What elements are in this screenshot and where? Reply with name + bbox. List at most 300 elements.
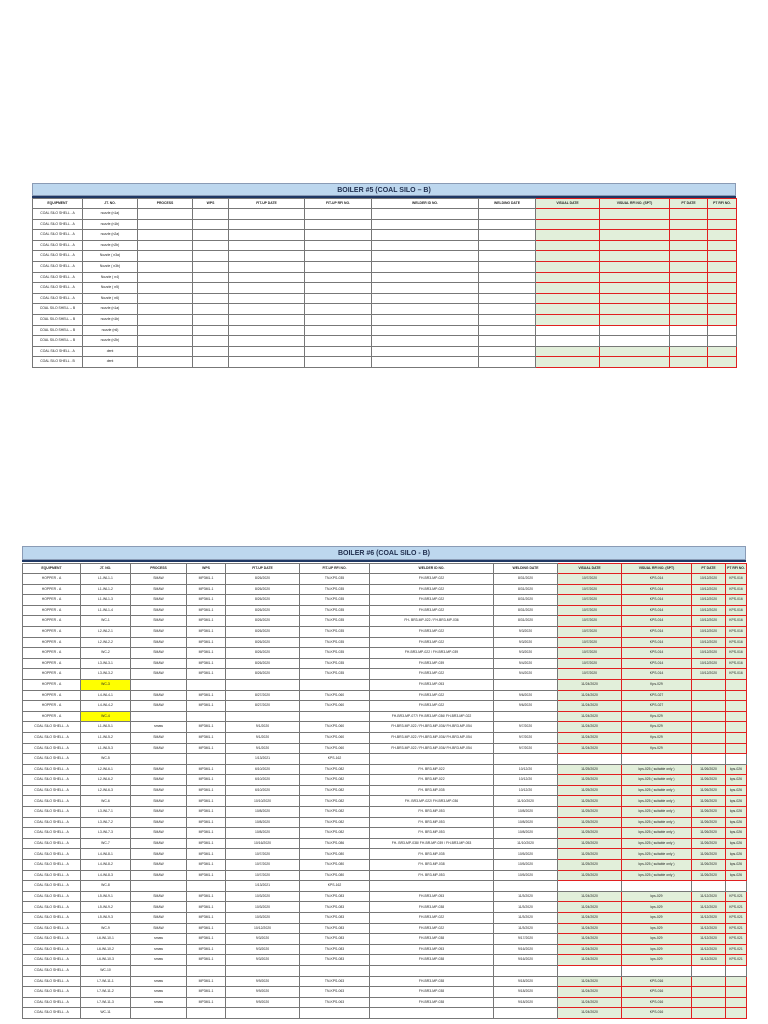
table-cell: L2-WL2-2 xyxy=(81,637,131,648)
table-cell: COAL SILO SHELL - A xyxy=(23,743,81,754)
table-cell: 10/12/2020 xyxy=(226,923,300,934)
table-cell: KPS-014 xyxy=(622,669,692,680)
table-cell: 6/10/2020 xyxy=(226,785,300,796)
table-cell xyxy=(372,357,479,368)
table-cell: 11/24/2020 xyxy=(558,743,622,754)
table-cell: MP3M1-1 xyxy=(187,838,226,849)
table-cell: TN-KPS-082 xyxy=(300,785,370,796)
table-cell xyxy=(536,283,600,294)
table-cell: kps-029 xyxy=(622,913,692,924)
table-cell: kps-026 xyxy=(726,860,747,871)
table-cell: kps-026 xyxy=(726,817,747,828)
table-cell xyxy=(600,209,670,220)
table-cell: smaw xyxy=(131,955,187,966)
table-cell: 10/12/2020 xyxy=(692,616,726,627)
table-cell xyxy=(558,965,622,976)
table-cell: TN-KPS-083 xyxy=(300,902,370,913)
table-cell xyxy=(536,209,600,220)
table-row xyxy=(23,828,747,839)
table-cell: KPS-021 xyxy=(726,955,747,966)
table-cell xyxy=(600,336,670,347)
table-cell xyxy=(193,357,229,368)
table-cell: L2-WL6-1 xyxy=(81,764,131,775)
table-cell: 10/8/2020 xyxy=(226,828,300,839)
table-cell: TN-KPS-035 xyxy=(300,595,370,606)
table-row xyxy=(23,881,747,892)
table-cell xyxy=(479,346,536,357)
table-cell xyxy=(138,304,193,315)
table-cell: nozzle (n1a) xyxy=(83,209,138,220)
table-row xyxy=(23,870,747,881)
table-cell: 11/25/2020 xyxy=(558,860,622,871)
table-cell xyxy=(536,293,600,304)
table-cell: L6-WL10-3 xyxy=(81,955,131,966)
table-cell: 8/31/2020 xyxy=(494,605,558,616)
table-cell xyxy=(494,1008,558,1019)
table-row xyxy=(23,584,747,595)
table-row xyxy=(23,796,747,807)
table-row xyxy=(23,902,747,913)
table-cell: 9/9/2020 xyxy=(226,976,300,987)
table-cell: 8/26/2020 xyxy=(226,637,300,648)
table-cell xyxy=(708,272,737,283)
table-cell xyxy=(479,336,536,347)
column-header: FIT-UP DATE xyxy=(229,199,305,209)
table-cell: KPS-016 xyxy=(726,648,747,659)
table-cell: COAL SILO SHELL - A xyxy=(23,923,81,934)
table-cell xyxy=(305,230,372,241)
table-cell xyxy=(372,230,479,241)
table-cell: SMAW xyxy=(131,605,187,616)
table-cell xyxy=(670,251,708,262)
table-cell xyxy=(692,881,726,892)
table-cell: KPS-016 xyxy=(726,595,747,606)
table-cell: FH-BR3-MP-053 xyxy=(370,944,494,955)
table-cell xyxy=(138,240,193,251)
table-cell: SMAW xyxy=(131,817,187,828)
table-cell: 11/24/2020 xyxy=(558,891,622,902)
table-cell: 10/5/2020 xyxy=(494,860,558,871)
table-cell: SMAW xyxy=(131,743,187,754)
table-cell: TN-KPS-082 xyxy=(300,764,370,775)
table-cell: 9/3/2020 xyxy=(226,955,300,966)
table-cell: COAL SILO SHELL - A xyxy=(23,902,81,913)
table-cell: MP3M1-1 xyxy=(187,934,226,945)
table-cell: COAL SILO SHELL - A xyxy=(23,891,81,902)
table-cell xyxy=(305,304,372,315)
table-cell xyxy=(479,325,536,336)
table-cell: nozzle (n2b) xyxy=(83,240,138,251)
table-cell: L1-WL1-4 xyxy=(81,605,131,616)
table-cell xyxy=(708,314,737,325)
table-cell xyxy=(670,314,708,325)
table-cell xyxy=(708,261,737,272)
table-cell: 11/12/2020 xyxy=(692,891,726,902)
table-cell: KPS-016 xyxy=(726,637,747,648)
column-header: VISUAL DATE xyxy=(536,199,600,209)
table-cell: 11/12/2020 xyxy=(692,913,726,924)
table-cell: 6/10/2020 xyxy=(226,764,300,775)
table-cell: kps-025 ( suitable only ) xyxy=(622,785,692,796)
table-cell: WC-9 xyxy=(81,923,131,934)
table-cell: 10/8/2020 xyxy=(494,807,558,818)
table-cell: TN-KPS-035 xyxy=(300,605,370,616)
table-cell: 11/26/2020 xyxy=(692,860,726,871)
table-cell: KPS-016 xyxy=(622,987,692,998)
table-row xyxy=(23,732,747,743)
table-cell: FH-BR3-MP-022 xyxy=(370,669,494,680)
table-cell xyxy=(370,754,494,765)
table-cell: 10/12/2020 xyxy=(692,669,726,680)
table-cell xyxy=(670,336,708,347)
table-cell: COAL SILO SHELL - A xyxy=(33,346,83,357)
table-cell xyxy=(692,754,726,765)
table-cell xyxy=(600,219,670,230)
table-cell: 11/24/2020 xyxy=(558,679,622,690)
table-cell: TN-KPS-086 xyxy=(300,838,370,849)
table-row xyxy=(33,314,737,325)
table-cell xyxy=(138,283,193,294)
table-cell xyxy=(229,272,305,283)
table-cell: TN-KPS-083 xyxy=(300,944,370,955)
boiler5-body xyxy=(33,209,737,368)
table-cell xyxy=(600,314,670,325)
table-row xyxy=(23,1008,747,1019)
table-cell xyxy=(372,336,479,347)
table-cell: KPS-014 xyxy=(622,648,692,659)
table-cell: 11/12/2020 xyxy=(692,944,726,955)
table-cell: SMAW xyxy=(131,775,187,786)
table-cell: nozzle (n1a) xyxy=(83,304,138,315)
column-header: WELDING DATE xyxy=(479,199,536,209)
table-cell: 10/7/2020 xyxy=(226,870,300,881)
table-cell: KPS-014 xyxy=(622,658,692,669)
table-cell: TN-KPS-083 xyxy=(300,891,370,902)
table-cell: 10/16/2020 xyxy=(226,838,300,849)
boiler6-header-rule xyxy=(22,560,746,562)
table-cell: 8/31/2020 xyxy=(494,584,558,595)
table-cell xyxy=(131,965,187,976)
boiler6-title-bar xyxy=(22,546,746,560)
table-cell: 11/24/2020 xyxy=(558,913,622,924)
table-cell xyxy=(558,754,622,765)
table-cell: 9/7/2020 xyxy=(494,722,558,733)
table-cell xyxy=(372,261,479,272)
table-cell xyxy=(692,679,726,690)
table-cell: 10/5/2020 xyxy=(494,870,558,881)
table-cell: L6-WL10-1 xyxy=(81,934,131,945)
table-cell: 10/12/2020 xyxy=(692,574,726,585)
table-row xyxy=(23,944,747,955)
table-cell: 10/12/2020 xyxy=(692,658,726,669)
table-cell xyxy=(692,711,726,722)
table-cell: WC-10 xyxy=(81,965,131,976)
table-cell: 11/25/2020 xyxy=(558,838,622,849)
table-cell: COAL SILO SHELL - A xyxy=(23,732,81,743)
table-cell: kps-025 ( suitable only ) xyxy=(622,775,692,786)
table-cell: L1-WL5-3 xyxy=(81,743,131,754)
table-cell xyxy=(670,283,708,294)
table-cell xyxy=(536,325,600,336)
table-cell: 11/25/2020 xyxy=(558,828,622,839)
table-cell xyxy=(372,314,479,325)
table-cell: COAL SILO SHELL - A xyxy=(33,240,83,251)
table-cell xyxy=(193,240,229,251)
table-cell: 8/26/2020 xyxy=(226,626,300,637)
table-row xyxy=(23,679,747,690)
table-cell: HOPPER - A xyxy=(23,584,81,595)
table-cell: HOPPER - A xyxy=(23,574,81,585)
table-cell xyxy=(536,240,600,251)
table-cell: SMAW xyxy=(131,796,187,807)
table-cell: 8/26/2020 xyxy=(226,616,300,627)
table-cell xyxy=(726,711,747,722)
column-header: WELDING DATE xyxy=(494,564,558,574)
table-cell: smaw xyxy=(131,997,187,1008)
table-cell: kps-026 xyxy=(726,828,747,839)
table-cell xyxy=(708,283,737,294)
table-cell: KPS-016 xyxy=(726,669,747,680)
table-row xyxy=(23,860,747,871)
table-row xyxy=(23,616,747,627)
table-cell: L1-WL1-2 xyxy=(81,584,131,595)
table-cell: TN-KPS-035 xyxy=(300,648,370,659)
table-row xyxy=(23,817,747,828)
table-row xyxy=(23,722,747,733)
table-cell: 10/7/2020 xyxy=(558,637,622,648)
table-cell xyxy=(708,293,737,304)
table-cell: 11/24/2020 xyxy=(558,711,622,722)
table-cell: SMAW xyxy=(131,838,187,849)
table-cell xyxy=(229,251,305,262)
table-row xyxy=(23,997,747,1008)
table-cell: FH-BR3-MP-038 xyxy=(370,902,494,913)
table-cell: SMAW xyxy=(131,658,187,669)
table-row xyxy=(33,283,737,294)
table-cell xyxy=(229,261,305,272)
table-cell xyxy=(229,325,305,336)
table-cell xyxy=(372,346,479,357)
table-cell: 11/26/2020 xyxy=(692,870,726,881)
table-cell: MP3M1-1 xyxy=(187,976,226,987)
table-cell: MP3M1-1 xyxy=(187,616,226,627)
table-cell xyxy=(138,209,193,220)
table-cell: COAL SILO SHELL - A xyxy=(23,754,81,765)
table-cell: KPS-027 xyxy=(622,701,692,712)
table-cell xyxy=(670,219,708,230)
table-cell xyxy=(138,251,193,262)
table-cell xyxy=(131,881,187,892)
table-cell: TN-KPS-035 xyxy=(300,669,370,680)
table-cell: SMAW xyxy=(131,764,187,775)
table-cell xyxy=(193,251,229,262)
table-cell: HOPPER - A xyxy=(23,658,81,669)
table-cell xyxy=(726,987,747,998)
table-cell xyxy=(229,219,305,230)
table-cell xyxy=(138,219,193,230)
table-cell: MP3M1-1 xyxy=(187,669,226,680)
table-cell: SMAW xyxy=(131,860,187,871)
table-cell xyxy=(229,314,305,325)
table-cell xyxy=(229,293,305,304)
table-cell: SMAW xyxy=(131,870,187,881)
table-cell: SMAW xyxy=(131,616,187,627)
table-cell: SMAW xyxy=(131,584,187,595)
table-cell xyxy=(187,881,226,892)
table-row xyxy=(33,240,737,251)
table-cell: Kps-029 xyxy=(622,711,692,722)
table-cell: KPS-016 xyxy=(726,574,747,585)
table-cell: MP3M1-1 xyxy=(187,997,226,1008)
table-cell: MP3M1-1 xyxy=(187,648,226,659)
table-row xyxy=(23,595,747,606)
table-row xyxy=(23,987,747,998)
table-cell: TN-KPS-035 xyxy=(300,658,370,669)
table-cell xyxy=(305,261,372,272)
table-cell: MP3M1-1 xyxy=(187,584,226,595)
table-cell: 1/13/2021 xyxy=(226,754,300,765)
table-cell xyxy=(600,293,670,304)
table-cell xyxy=(372,325,479,336)
table-cell xyxy=(372,219,479,230)
table-cell: TN-KPS-035 xyxy=(300,626,370,637)
table-cell xyxy=(536,272,600,283)
boiler5-title-bar xyxy=(32,183,736,196)
table-cell xyxy=(479,314,536,325)
table-cell: kps-025 ( suitable only ) xyxy=(622,860,692,871)
table-cell: MP3M1-1 xyxy=(187,743,226,754)
table-cell xyxy=(708,346,737,357)
table-cell: COAL SILO SHELL - A xyxy=(23,987,81,998)
table-row xyxy=(23,648,747,659)
table-cell: COAL SILO SHELL - A xyxy=(23,817,81,828)
table-cell: TN-KPS-082 xyxy=(300,775,370,786)
column-header: WPS xyxy=(193,199,229,209)
table-cell: COAL SILO SHELL - A xyxy=(23,796,81,807)
table-cell: 9/1/2020 xyxy=(226,732,300,743)
table-cell: SMAW xyxy=(131,913,187,924)
table-cell: MP3M1-1 xyxy=(187,595,226,606)
table-cell: 10/7/2020 xyxy=(558,648,622,659)
table-cell: TN-KPS-080 xyxy=(300,849,370,860)
table-cell: 9/3/2020 xyxy=(226,934,300,945)
column-header: VISUAL DATE xyxy=(558,564,622,574)
table-cell: FH- BR3-MP-022/ FH-BR3-MP-036 xyxy=(370,796,494,807)
table-cell xyxy=(536,357,600,368)
table-cell: WC-8 xyxy=(81,881,131,892)
table-cell: 10/3/2020 xyxy=(226,902,300,913)
table-cell: MP3M1-1 xyxy=(187,987,226,998)
table-cell xyxy=(226,711,300,722)
table-cell: 9/3/2020 xyxy=(494,648,558,659)
table-cell: 9/3/2020 xyxy=(494,626,558,637)
table-cell: MP3M1-1 xyxy=(187,817,226,828)
table-cell: L2-WL6-2 xyxy=(81,775,131,786)
table-cell: 10/12/2020 xyxy=(692,584,726,595)
table-cell: MP3M1-1 xyxy=(187,870,226,881)
table-cell: smaw xyxy=(131,987,187,998)
table-cell: HOPPER - A xyxy=(23,648,81,659)
table-cell: Kps-029 xyxy=(622,732,692,743)
table-cell: 9/6/2020 xyxy=(494,701,558,712)
table-cell: 10/8/2020 xyxy=(226,807,300,818)
table-row xyxy=(23,637,747,648)
table-cell: FH-BR3-MP-022 xyxy=(370,605,494,616)
table-cell: 9/18/2020 xyxy=(494,997,558,1008)
table-cell xyxy=(726,997,747,1008)
table-cell: FH-BR3-MP-053 xyxy=(370,679,494,690)
table-cell: 11/24/2020 xyxy=(558,955,622,966)
table-cell: nozzle (n2a) xyxy=(83,230,138,241)
table-cell xyxy=(193,314,229,325)
table-cell xyxy=(670,304,708,315)
table-row xyxy=(33,336,737,347)
table-cell xyxy=(300,711,370,722)
table-cell: MP3M1-1 xyxy=(187,574,226,585)
table-cell xyxy=(692,987,726,998)
boiler6-body xyxy=(23,574,747,1019)
table-cell: COAL SILO SHELL - A xyxy=(33,261,83,272)
table-cell: 9/9/2020 xyxy=(226,997,300,1008)
table-cell: 8/27/2020 xyxy=(226,690,300,701)
table-cell xyxy=(726,732,747,743)
table-cell: Nozzle ( n3b) xyxy=(83,261,138,272)
table-cell: COAL SILO SHELL - A xyxy=(23,849,81,860)
table-cell xyxy=(670,261,708,272)
column-header: VISUAL RFI NO. (SPT) xyxy=(600,199,670,209)
table-cell: 11/12/2020 xyxy=(692,934,726,945)
table-cell xyxy=(305,219,372,230)
table-cell: FH-BR3-MP-022 / FH-BR3-MP-036/ FH-BR3-MP-054 xyxy=(370,732,494,743)
table-cell: COAL SILO SHELL – B xyxy=(33,325,83,336)
table-cell xyxy=(600,272,670,283)
table-cell: COAL SILO SHELL - A xyxy=(23,764,81,775)
table-cell: 11/26/2020 xyxy=(692,764,726,775)
table-cell: FH- BR3-MP-022 / FH-BR3-MP-036 xyxy=(370,616,494,627)
table-cell xyxy=(479,209,536,220)
table-cell: MP3M1-1 xyxy=(187,923,226,934)
table-cell xyxy=(600,325,670,336)
table-cell xyxy=(479,251,536,262)
table-cell: 11/26/2020 xyxy=(692,817,726,828)
table-cell xyxy=(372,304,479,315)
table-cell: 10/7/2020 xyxy=(226,849,300,860)
table-cell: 11/25/2020 xyxy=(558,785,622,796)
table-row xyxy=(23,605,747,616)
table-cell xyxy=(479,293,536,304)
table-cell: KPS-021 xyxy=(726,902,747,913)
table-cell: 11/12/2020 xyxy=(692,923,726,934)
table-cell: KPS-162 xyxy=(300,881,370,892)
table-cell: TN-KPS-063 xyxy=(300,987,370,998)
table-cell: Nozzle ( n3a) xyxy=(83,251,138,262)
table-cell xyxy=(692,965,726,976)
table-cell xyxy=(600,283,670,294)
table-cell xyxy=(131,754,187,765)
table-cell xyxy=(138,314,193,325)
column-header: VISUAL RFI NO. (SPT) xyxy=(622,564,692,574)
table-cell xyxy=(692,732,726,743)
table-cell: nozzle (n2b) xyxy=(83,336,138,347)
table-cell: 11/25/2020 xyxy=(558,775,622,786)
table-cell: FH- BR3-MP-035 xyxy=(370,849,494,860)
boiler6-table xyxy=(22,563,747,1019)
table-cell: MP3M1-1 xyxy=(187,828,226,839)
table-cell xyxy=(372,209,479,220)
table-cell: 11/25/2020 xyxy=(558,870,622,881)
table-cell xyxy=(229,346,305,357)
table-cell xyxy=(305,240,372,251)
